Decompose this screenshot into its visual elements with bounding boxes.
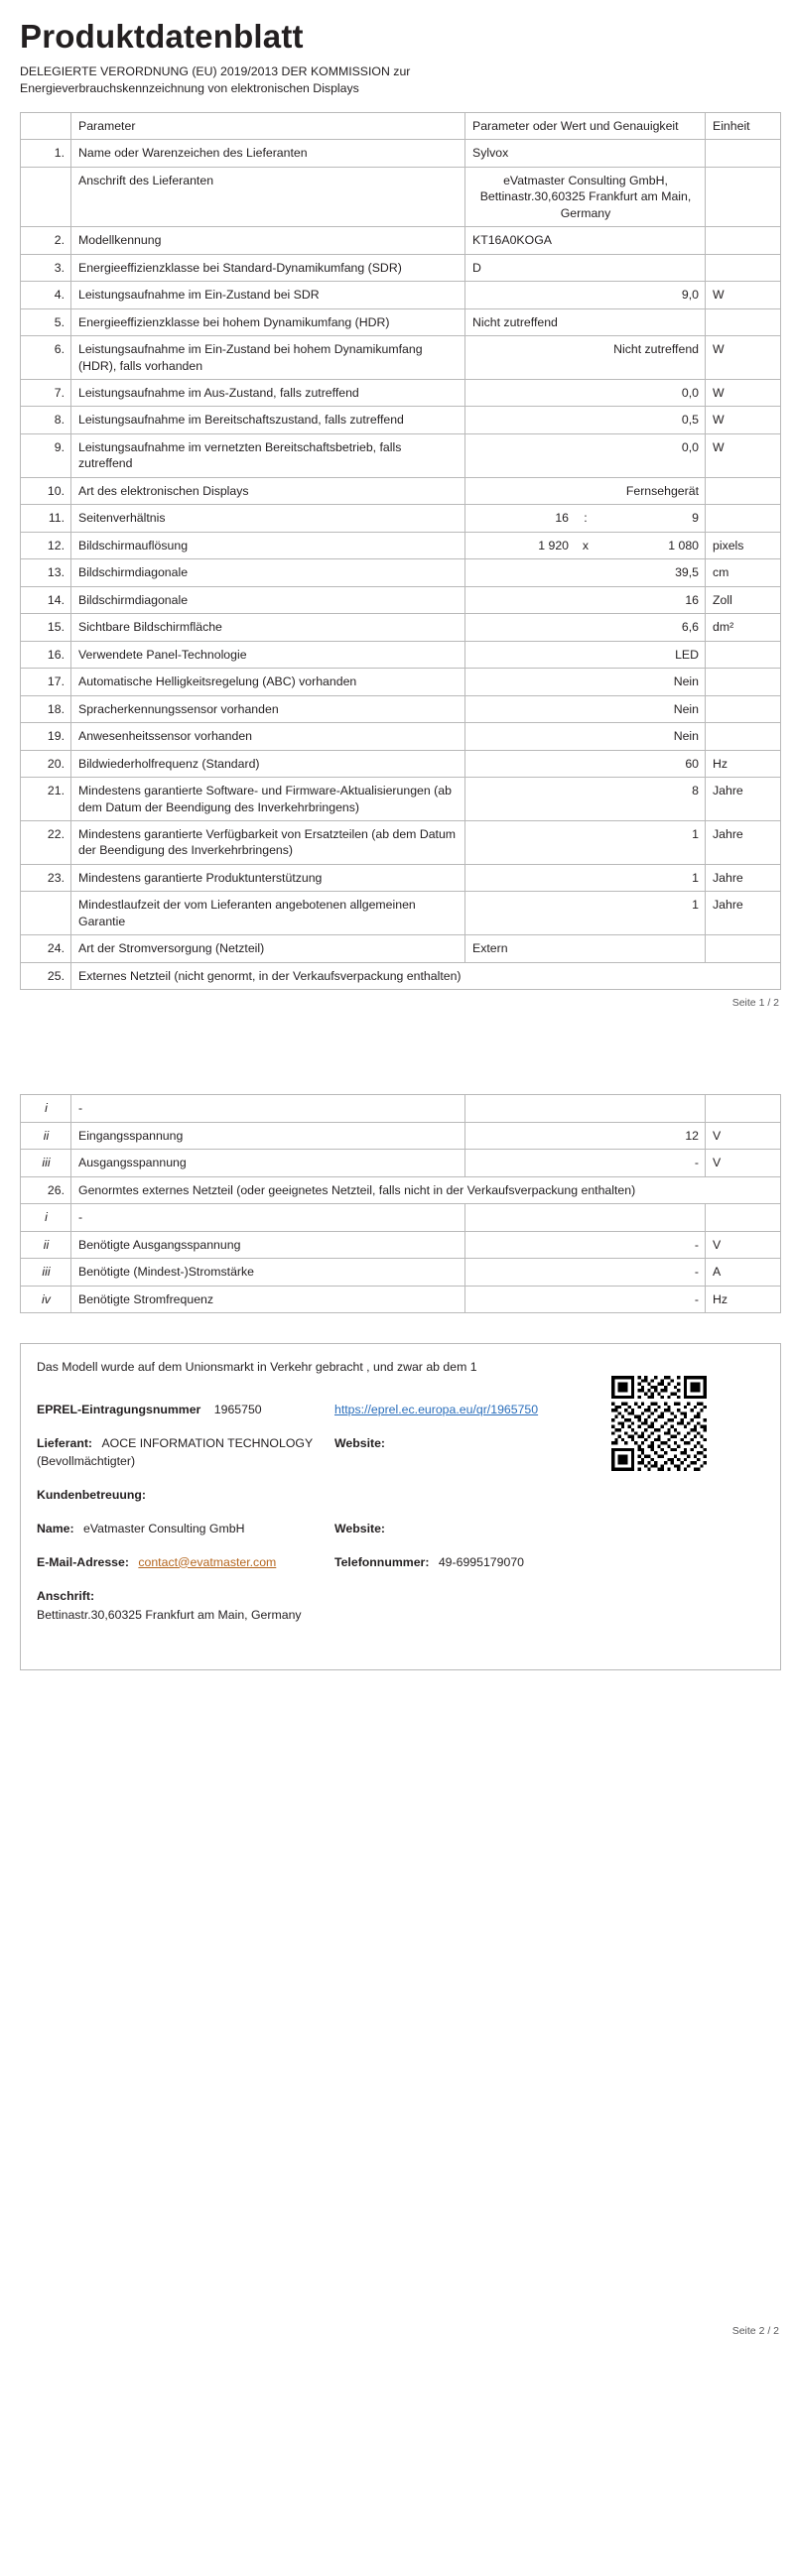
eprel-label: EPREL-Eintragungsnummer (37, 1403, 201, 1417)
name-label-wrap (37, 1521, 334, 1538)
row-unit (706, 308, 781, 335)
row-value: D (465, 254, 706, 281)
header-num (21, 112, 71, 139)
row-unit: Jahre (706, 864, 781, 891)
address-value: Bettinastr.30,60325 Frankfurt am Main, Germany (37, 1607, 302, 1622)
row-param: Bildschirmdiagonale (71, 559, 465, 586)
table-row (21, 308, 781, 335)
row-value: 8 (465, 778, 706, 821)
row-value: Sylvox (465, 140, 706, 167)
row-roman: ii (21, 1231, 71, 1258)
table-row (21, 586, 781, 613)
regulation-subtitle (20, 63, 576, 98)
row-unit (706, 140, 781, 167)
table-row (21, 614, 781, 641)
row-value: Fernsehgerät (465, 477, 706, 504)
row-unit (706, 695, 781, 722)
row-value: - (465, 1286, 706, 1312)
row-param: Bildschirmauflösung (71, 532, 465, 558)
row-num: 14. (21, 586, 71, 613)
row-unit (706, 669, 781, 695)
row-unit: Jahre (706, 892, 781, 935)
row-unit (706, 477, 781, 504)
row-roman: i (21, 1095, 71, 1122)
page-1-footer: Seite 1 / 2 (731, 997, 779, 1010)
header-unit: Einheit (706, 112, 781, 139)
row-num: 25. (21, 962, 71, 989)
table-row (21, 1231, 781, 1258)
table-row (21, 962, 781, 989)
row-param: Spracherkennungssensor vorhanden (71, 695, 465, 722)
row-value: 39,5 (465, 559, 706, 586)
eprel-label-wrap (37, 1402, 334, 1419)
table-row (21, 282, 781, 308)
table-row (21, 477, 781, 504)
support-label-wrap (37, 1487, 334, 1505)
row-param: Energieeffizienzklasse bei Standard-Dynamikumfang (SDR) (71, 254, 465, 281)
row-value: - (465, 1231, 706, 1258)
row-value: - (465, 1259, 706, 1286)
row-param: Mindestlaufzeit der vom Lieferanten angebotenen allgemeinen Garantie (71, 892, 465, 935)
row-value: Nein (465, 669, 706, 695)
row-param: Benötigte Ausgangsspannung (71, 1231, 465, 1258)
phone-value: 49-6995179070 (438, 1554, 525, 1569)
row-param: Anschrift des Lieferanten (71, 167, 465, 226)
page-title: Produktdatenblatt (20, 18, 304, 55)
row-unit (706, 1204, 781, 1231)
aspect-separator: : (584, 511, 588, 526)
row-num: 13. (21, 559, 71, 586)
row-num: 8. (21, 407, 71, 433)
row-roman: ii (21, 1122, 71, 1149)
row-num: 26. (21, 1176, 71, 1203)
row-value: 1 (465, 820, 706, 864)
resolution-height: 1 080 (668, 538, 699, 552)
row-num: 19. (21, 723, 71, 750)
row-unit: W (706, 282, 781, 308)
table-row (21, 1176, 781, 1203)
row-num: 11. (21, 505, 71, 532)
row-unit (706, 505, 781, 532)
power-supply-table (20, 1094, 781, 1313)
bottom-spacer (18, 1670, 766, 2325)
table-row (21, 695, 781, 722)
page-break-gap (18, 1009, 766, 1094)
phone-label: Telefonnummer: (334, 1554, 430, 1569)
row-num: 9. (21, 433, 71, 477)
row-value: 1 (465, 864, 706, 891)
row-unit: cm (706, 559, 781, 586)
row-value (465, 532, 706, 558)
row-param: Seitenverhältnis (71, 505, 465, 532)
row-roman: iii (21, 1150, 71, 1176)
row-num: 15. (21, 614, 71, 641)
row-num: 7. (21, 380, 71, 407)
qr-code-icon[interactable] (611, 1376, 707, 1471)
table-row (21, 254, 781, 281)
row-unit: W (706, 380, 781, 407)
row-param: Benötigte Stromfrequenz (71, 1286, 465, 1312)
row-num: 1. (21, 140, 71, 167)
table-row (21, 227, 781, 254)
row-value: 12 (465, 1122, 706, 1149)
row-roman: iii (21, 1259, 71, 1286)
row-num: 2. (21, 227, 71, 254)
row-unit (706, 1095, 781, 1122)
aspect-width: 16 (555, 511, 569, 526)
eprel-url-link[interactable]: https://eprel.ec.europa.eu/qr/1965750 (334, 1403, 539, 1417)
row-num: 10. (21, 477, 71, 504)
row-param: Sichtbare Bildschirmfläche (71, 614, 465, 641)
row-value: 60 (465, 750, 706, 777)
supplier-info-box (20, 1343, 781, 1670)
row-value: Extern (465, 935, 706, 962)
row-value: Nein (465, 695, 706, 722)
row-unit (706, 167, 781, 226)
subtitle-line-2: Energieverbrauchskennzeichnung von elektronischen Displays (20, 81, 359, 96)
row-param: Benötigte (Mindest-)Stromstärke (71, 1259, 465, 1286)
row-value: Nein (465, 723, 706, 750)
row-param: Leistungsaufnahme im vernetzten Bereitschaftsbetrieb, falls zutreffend (71, 433, 465, 477)
row-param: Anwesenheitssensor vorhanden (71, 723, 465, 750)
table-row (21, 380, 781, 407)
row-param: Leistungsaufnahme im Ein-Zustand bei SDR (71, 282, 465, 308)
table-row (21, 1259, 781, 1286)
row-unit: Jahre (706, 778, 781, 821)
row-value: LED (465, 641, 706, 668)
table-row (21, 778, 781, 821)
row-value (465, 1095, 706, 1122)
row-num: 5. (21, 308, 71, 335)
website2-wrap (334, 1521, 764, 1538)
row-value: Nicht zutreffend (465, 308, 706, 335)
row-roman: i (21, 1204, 71, 1231)
row-param: Leistungsaufnahme im Bereitschaftszustand, falls zutreffend (71, 407, 465, 433)
row-param: Art der Stromversorgung (Netzteil) (71, 935, 465, 962)
row-value: 0,0 (465, 380, 706, 407)
row-param: Externes Netzteil (nicht genormt, in der Verkaufsverpackung enthalten) (71, 962, 781, 989)
parameters-table (20, 112, 781, 990)
row-unit (706, 254, 781, 281)
header-value: Parameter oder Wert und Genauigkeit (465, 112, 706, 139)
resolution-width: 1 920 (538, 538, 569, 552)
row-value: 16 (465, 586, 706, 613)
table-row (21, 407, 781, 433)
row-num (21, 167, 71, 226)
row-unit: W (706, 336, 781, 380)
row-unit: A (706, 1259, 781, 1286)
table-row (21, 641, 781, 668)
row-unit: Jahre (706, 820, 781, 864)
row-param: Mindestens garantierte Software- und Firmware-Aktualisierungen (ab dem Datum der Beendigung des Inverkehrbringens) (71, 778, 465, 821)
row-unit (706, 935, 781, 962)
table-row (21, 559, 781, 586)
row-param: Verwendete Panel-Technologie (71, 641, 465, 668)
supplier-label-wrap (37, 1435, 334, 1471)
row-param: Eingangsspannung (71, 1122, 465, 1149)
name-row (37, 1521, 764, 1538)
table-row (21, 723, 781, 750)
aspect-height: 9 (692, 511, 699, 526)
row-num: 12. (21, 532, 71, 558)
row-value: Nicht zutreffend (465, 336, 706, 380)
table-row (21, 1150, 781, 1176)
row-param: Leistungsaufnahme im Ein-Zustand bei hohem Dynamikumfang (HDR), falls vorhanden (71, 336, 465, 380)
row-num: 21. (21, 778, 71, 821)
row-num: 16. (21, 641, 71, 668)
row-num: 17. (21, 669, 71, 695)
row-param: Leistungsaufnahme im Aus-Zustand, falls zutreffend (71, 380, 465, 407)
row-unit: V (706, 1150, 781, 1176)
row-unit (706, 227, 781, 254)
row-param: Mindestens garantierte Produktunterstützung (71, 864, 465, 891)
row-unit: W (706, 407, 781, 433)
row-param: Name oder Warenzeichen des Lieferanten (71, 140, 465, 167)
table-row (21, 140, 781, 167)
row-param: Automatische Helligkeitsregelung (ABC) vorhanden (71, 669, 465, 695)
page-2-footer: Seite 2 / 2 (731, 2325, 779, 2337)
row-value: 6,6 (465, 614, 706, 641)
name-label: Name: (37, 1521, 74, 1535)
row-value (465, 505, 706, 532)
support-label: Kundenbetreuung: (37, 1487, 146, 1502)
table-row (21, 1095, 781, 1122)
row-value: - (465, 1150, 706, 1176)
row-param: Bildwiederholfrequenz (Standard) (71, 750, 465, 777)
row-value: KT16A0KOGA (465, 227, 706, 254)
row-param: - (71, 1095, 465, 1122)
table-row (21, 1286, 781, 1312)
customer-support-row (37, 1487, 764, 1505)
address-label-text: Anschrift: (37, 1589, 95, 1604)
table-row (21, 864, 781, 891)
row-value: 0,0 (465, 433, 706, 477)
website2-label: Website: (334, 1521, 386, 1535)
row-num: 18. (21, 695, 71, 722)
resolution-separator: x (582, 538, 590, 552)
row-unit: Hz (706, 750, 781, 777)
row-param: Bildschirmdiagonale (71, 586, 465, 613)
row-param: - (71, 1204, 465, 1231)
subtitle-line-1: DELEGIERTE VERORDNUNG (EU) 2019/2013 DER KOMMISSION zur (20, 63, 411, 78)
eprel-value: 1965750 (213, 1403, 262, 1417)
table-row (21, 336, 781, 380)
row-unit: V (706, 1122, 781, 1149)
row-unit (706, 641, 781, 668)
row-unit: pixels (706, 532, 781, 558)
table-row (21, 167, 781, 226)
table-row (21, 935, 781, 962)
table-row (21, 433, 781, 477)
supplier-value: AOCE INFORMATION TECHNOLOGY (Bevollmächtigter) (37, 1436, 313, 1469)
table-row (21, 1204, 781, 1231)
table-row (21, 505, 781, 532)
table-row (21, 669, 781, 695)
address-label (37, 1587, 764, 1605)
table-row (21, 750, 781, 777)
email-value-link[interactable]: contact@evatmaster.com (138, 1554, 277, 1569)
row-unit: Hz (706, 1286, 781, 1312)
row-unit (706, 723, 781, 750)
supplier-label: Lieferant: (37, 1436, 93, 1451)
market-placement-text: Das Modell wurde auf dem Unionsmarkt in Verkehr gebracht , und zwar ab dem 1 (37, 1360, 477, 1374)
row-roman: iv (21, 1286, 71, 1312)
website-label: Website: (334, 1436, 386, 1451)
row-unit: W (706, 433, 781, 477)
table-row (21, 532, 781, 558)
row-param: Art des elektronischen Displays (71, 477, 465, 504)
row-unit: Zoll (706, 586, 781, 613)
row-num: 20. (21, 750, 71, 777)
email-label: E-Mail-Adresse: (37, 1554, 129, 1569)
row-value: eVatmaster Consulting GmbH, Bettinastr.30,60325 Frankfurt am Main, Germany (465, 167, 706, 226)
row-value: 9,0 (465, 282, 706, 308)
row-num: 24. (21, 935, 71, 962)
email-row (37, 1554, 764, 1572)
name-value: eVatmaster Consulting GmbH (83, 1521, 245, 1535)
row-param: Genormtes externes Netzteil (oder geeignetes Netzteil, falls nicht in der Verkaufsverpackung enthalten) (71, 1176, 781, 1203)
row-param: Ausgangsspannung (71, 1150, 465, 1176)
row-unit: V (706, 1231, 781, 1258)
row-value: 0,5 (465, 407, 706, 433)
header-parameter: Parameter (71, 112, 465, 139)
email-label-wrap (37, 1554, 334, 1572)
row-unit: dm² (706, 614, 781, 641)
table-row (21, 1122, 781, 1149)
row-num: 23. (21, 864, 71, 891)
row-num: 4. (21, 282, 71, 308)
table-row (21, 820, 781, 864)
table-row (21, 892, 781, 935)
table-header-row (21, 112, 781, 139)
row-param: Mindestens garantierte Verfügbarkeit von Ersatzteilen (ab dem Datum der Beendigung des Inverkehrbringens) (71, 820, 465, 864)
phone-wrap (334, 1554, 764, 1572)
row-value: 1 (465, 892, 706, 935)
row-num: 3. (21, 254, 71, 281)
row-value (465, 1204, 706, 1231)
row-num: 6. (21, 336, 71, 380)
row-param: Modellkennung (71, 227, 465, 254)
row-num: 22. (21, 820, 71, 864)
row-num (21, 892, 71, 935)
row-param: Energieeffizienzklasse bei hohem Dynamikumfang (HDR) (71, 308, 465, 335)
